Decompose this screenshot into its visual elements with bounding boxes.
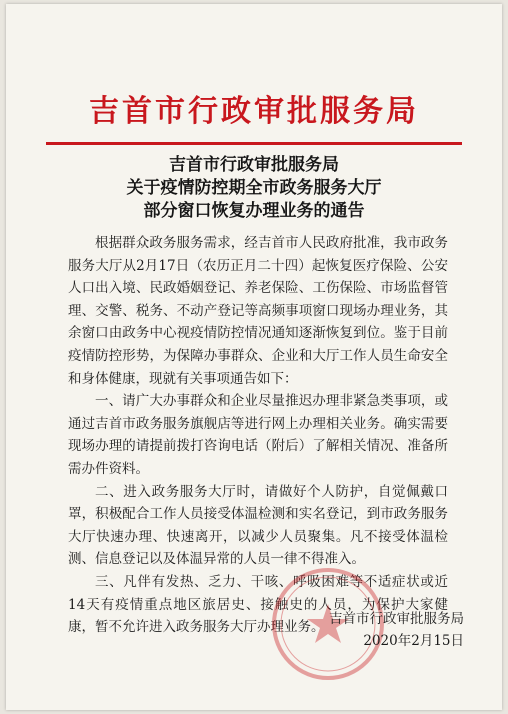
- intro-paragraph: 根据群众政务服务需求，经吉首市人民政府批准，我市政务服务大厅从2月17日（农历正月二十四）起恢复医疗保险、公安人口出入境、民政婚姻登记、养老保险、工伤保险、市场监督管理、交警、税务、不动产登记等高频事项窗口现场办理业务，其余窗口由政务中心视疫情防控情况通知逐渐恢复到位。鉴于目前疫情防控形势，为保障办事群众、企业和大厅工作人员生命安全和身体健康，现就有关事项通告如下：: [68, 235, 448, 387]
- item-2-paragraph: 二、进入政务服务大厅时，请做好个人防护，自觉佩戴口罩，积极配合工作人员接受体温检测和实名登记，到市政务服务大厅快速办理、快速离开，以减少人员聚集。凡不接受体温检测、信息登记以及体温异常的人员一律不得准入。: [68, 483, 448, 568]
- notice-title-line-3: 部分窗口恢复办理业务的通告: [143, 201, 365, 221]
- issue-date: 2020年2月15日: [363, 633, 464, 649]
- issuer-name: 吉首市行政审批服务局: [329, 611, 464, 627]
- notice-body: [68, 232, 448, 639]
- notice-title-line-2: 关于疫情防控期全市政务服务大厅: [126, 178, 382, 198]
- item-1-paragraph: 一、请广大办事群众和企业尽量推迟办理非紧急类事项，或通过吉首市政务服务旗舰店等进行网上办理相关业务。确实需要现场办理的请提前拨打咨询电话（附后）了解相关情况、准备所需办件资料。: [68, 393, 448, 477]
- red-divider-line: [46, 142, 462, 145]
- notice-title-line-1: 吉首市行政审批服务局: [169, 155, 339, 175]
- document-page: [6, 4, 502, 710]
- notice-title: [6, 154, 502, 223]
- item-3-paragraph: 三、凡伴有发热、乏力、干咳、呼吸困难等不适症状或近14天有疫情重点地区旅居史、接触史的人员，为保护大家健康，暂不允许进入政务服务大厅办理业务。: [68, 573, 448, 636]
- agency-header-title: 吉首市行政审批服务局: [89, 94, 419, 129]
- signature-block: [274, 608, 464, 652]
